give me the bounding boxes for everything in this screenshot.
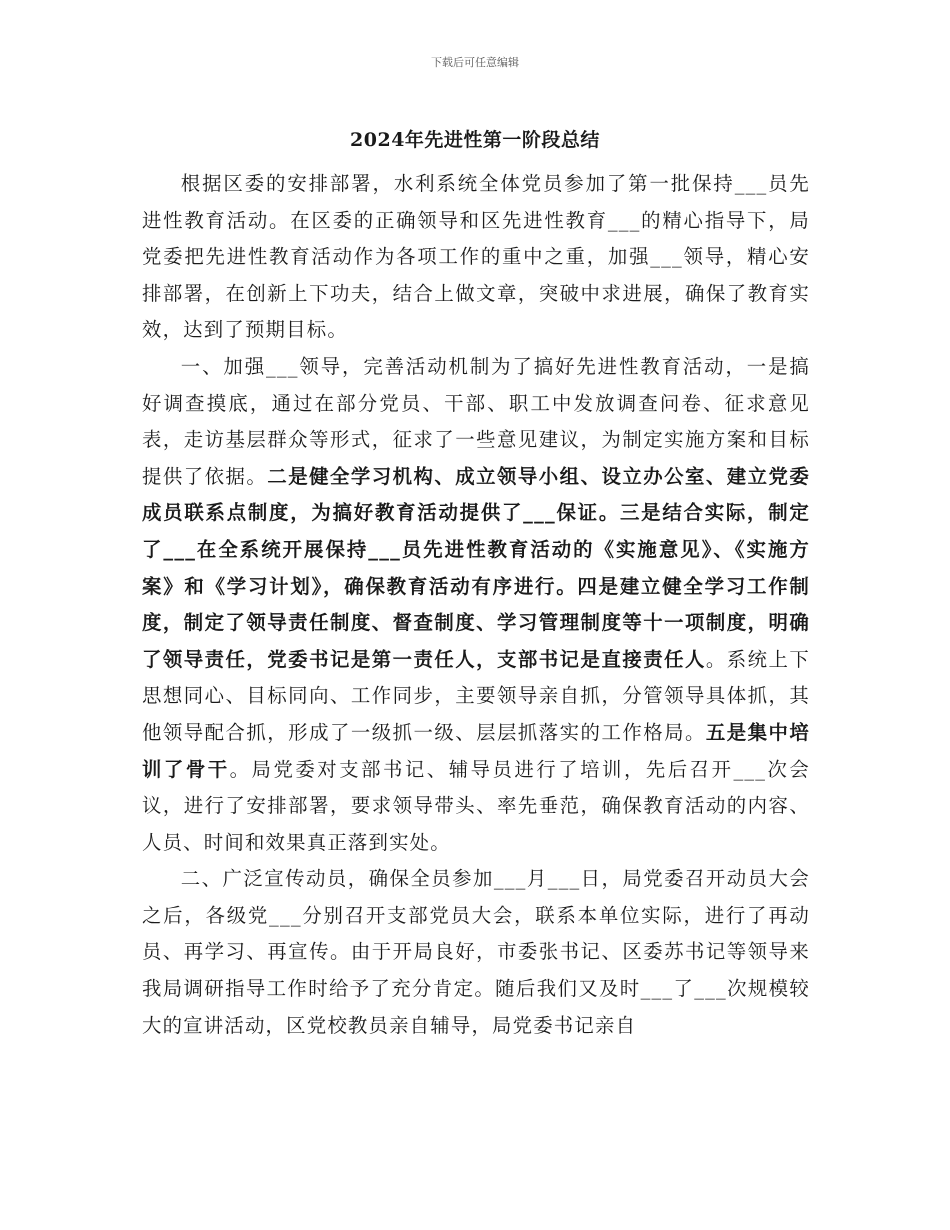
text-segment: 。局党委对支部书记、辅导员进行了培训，先后召开___次会议，进行了安排部署，要求领导带头、率先垂范，确保教育活动的内容、人员、时间和效果真正落到实处。 bbox=[142, 757, 810, 854]
text-segment: 。系统上下思想同心、目标同向、工作同步，主要领导亲自抓，分管领导具体抓，其他领导配合抓，形成了一级抓一级、层层抓落实的工作格局。 bbox=[142, 647, 811, 744]
paragraph bbox=[142, 861, 810, 1044]
text-segment: 二、广泛宣传动员，确保全员参加___月___日，局党委召开动员大会之后，各级党___分别召开支部党员大会，联系本单位实际，进行了再动员、再学习、再宣传。由于开局良好，市委张书记、区委苏书记等领导来我局调研指导工作时给予了充分肯定。随后我们又及时___了___次规模较大的宣讲活动，区党校教员亲自辅导，局党委书记亲自 bbox=[142, 867, 810, 1037]
paragraph bbox=[142, 349, 810, 861]
bold-text-segment: 二是健全学习机构、成立领导小组、设立办公室、建立党委成员联系点制度，为搞好教育活动提供了___保证。三是结合实际，制定了___在全系统开展保持___员先进性教育活动的《实施意见》、《实施方案》和《学习计划》，确保教育活动有序进行。四是建立健全学习工作制度，制定了领导责任制度、督查制度、学习管理制度等十一项制度，明确了领导责任，党委书记是第一责任人，支部书记是直接责任人 bbox=[142, 464, 811, 671]
text-segment: 根据区委的安排部署，水利系统全体党员参加了第一批保持___员先进性教育活动。在区委的正确领导和区先进性教育___的精心指导下，局党委把先进性教育活动作为各项工作的重中之重，加强___领导，精心安排部署，在创新上下功夫，结合上做文章，突破中求进展，确保了教育实效，达到了预期目标。 bbox=[142, 172, 810, 342]
bold-text-segment: 五是集中培训了骨干 bbox=[142, 720, 811, 781]
document-title: 2024年先进性第一阶段总结 bbox=[350, 129, 600, 151]
document-body bbox=[142, 166, 810, 1044]
paragraph bbox=[142, 166, 810, 349]
text-segment: 一、加强___领导，完善活动机制为了搞好先进性教育活动，一是搞好调查摸底，通过在部分党员、干部、职工中发放调查问卷、征求意见表，走访基层群众等形式，征求了一些意见建议，为制定实施方案和目标提供了依据。 bbox=[142, 354, 810, 488]
header-note: 下载后可任意编辑 bbox=[431, 56, 519, 69]
